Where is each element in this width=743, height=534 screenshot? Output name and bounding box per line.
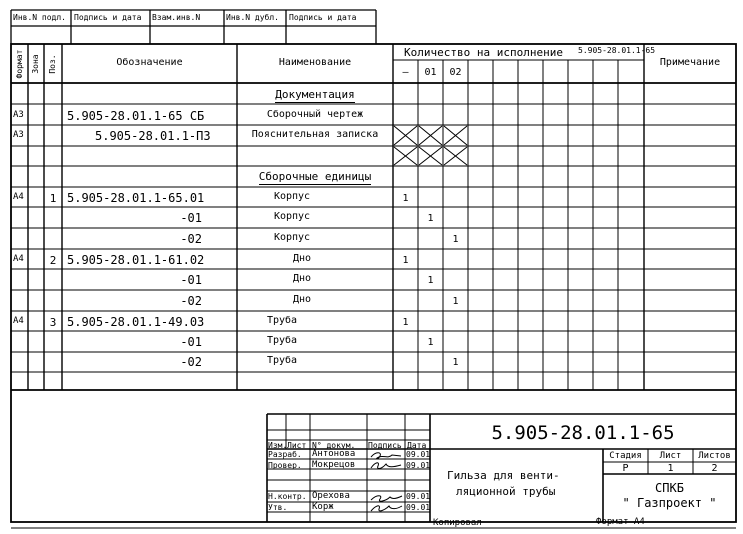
tb-date: 09.01	[406, 492, 431, 501]
row-designation: 5.905-28.01.1-65.01	[67, 191, 205, 205]
row-designation: -02	[180, 232, 202, 246]
tb-header-doc: N° докум.	[312, 441, 356, 450]
row-format: А4	[13, 254, 24, 264]
qty-cell: 1	[402, 193, 409, 204]
tb-org-line2: " Газпроект "	[622, 496, 717, 510]
tb-stage-label: Стадия	[609, 451, 642, 461]
tb-person-name: Антонова	[312, 449, 356, 459]
header-variant-01: 01	[424, 67, 437, 78]
row-designation: 5.905-28.01.1-65 СБ	[67, 109, 205, 123]
header-qty-title: Количество на исполнение	[404, 46, 563, 59]
qty-cell: 1	[452, 296, 459, 307]
section-title: Сборочные единицы	[258, 170, 372, 183]
tb-person-name: Корж	[312, 502, 334, 512]
header-qty-doc: 5.905-28.01.1-65	[578, 46, 656, 55]
tb-date: 09.01	[406, 450, 431, 459]
row-format: А3	[13, 110, 24, 120]
row-format: А3	[13, 130, 24, 140]
row-name: Корпус	[273, 232, 311, 243]
footer-format: Формат А4	[596, 517, 645, 527]
qty-cell: 1	[402, 317, 409, 328]
row-designation: -01	[180, 273, 202, 287]
row-format: А4	[13, 316, 24, 326]
row-name: Труба	[266, 355, 298, 366]
row-designation: -02	[180, 294, 202, 308]
header-name: Наименование	[278, 57, 352, 68]
row-position: 3	[49, 316, 57, 329]
tb-role: Н.контр.	[268, 492, 307, 501]
header-variant-base: –	[402, 67, 409, 78]
row-designation: 5.905-28.01.1-61.02	[67, 253, 205, 267]
row-designation: -01	[180, 335, 202, 349]
footer-copied: Копировал	[433, 518, 482, 528]
tb-header-list: Лист	[287, 441, 307, 450]
tb-sheet-label: Лист	[659, 451, 682, 461]
row-name: Дно	[292, 253, 312, 264]
qty-cell: 1	[427, 337, 434, 348]
section-title: Документация	[275, 88, 355, 101]
row-name: Труба	[266, 335, 298, 346]
header-position: Поз.	[48, 54, 57, 74]
qty-cell: 1	[402, 255, 409, 266]
row-name: Корпус	[273, 191, 311, 202]
stamp-signature-date-1: Подпись и дата	[74, 13, 142, 22]
qty-cell: 1	[452, 234, 459, 245]
tb-role: Разраб.	[268, 450, 302, 459]
tb-header-izm: Изм.	[268, 441, 288, 450]
row-name: Дно	[292, 294, 312, 305]
row-format: А4	[13, 192, 24, 202]
stamp-inv-podl: Инв.N подл.	[13, 13, 66, 22]
tb-date: 09.01	[406, 461, 431, 470]
signature-scribbles	[368, 449, 405, 522]
row-position: 2	[49, 254, 57, 267]
stamp-vzam-inv: Взам.инв.N	[152, 13, 201, 22]
cross-marks	[394, 126, 467, 165]
stamp-signature-date-2: Подпись и дата	[289, 13, 357, 22]
tb-org-line1: СПКБ	[655, 481, 684, 495]
tb-title-line1: Гильза для венти-	[447, 469, 560, 482]
qty-cell: 1	[427, 213, 434, 224]
row-name: Дно	[292, 273, 312, 284]
row-name: Труба	[266, 315, 298, 326]
tb-role: Утв.	[268, 503, 288, 512]
row-designation: -01	[180, 211, 202, 225]
header-format: Формат	[15, 49, 24, 79]
tb-stage-value: Р	[622, 463, 629, 474]
row-designation: 5.905-28.01.1-49.03	[67, 315, 205, 329]
tb-role: Провер.	[268, 461, 302, 470]
tb-person-name: Орехова	[312, 491, 350, 501]
header-designation: Обозначение	[116, 57, 183, 68]
row-name: Корпус	[273, 211, 311, 222]
tb-document-number: 5.905-28.01.1-65	[491, 422, 675, 444]
tb-header-date: Дата	[407, 441, 427, 450]
qty-cell: 1	[452, 357, 459, 368]
tb-sheets-label: Листов	[698, 451, 731, 461]
tb-person-name: Мокрецов	[312, 460, 356, 470]
tb-title-line2: ляционной трубы	[456, 485, 556, 498]
tb-date: 09.01	[406, 503, 431, 512]
qty-cell: 1	[427, 275, 434, 286]
row-designation: 5.905-28.01.1-ПЗ	[95, 129, 211, 143]
header-zone: Зона	[31, 54, 40, 74]
tb-sheet-value: 1	[667, 463, 674, 474]
tb-header-signature: Подпись	[368, 441, 402, 450]
stamp-inv-dubl: Инв.N дубл.	[226, 13, 279, 22]
row-name: Пояснительная записка	[251, 129, 379, 140]
header-variant-02: 02	[449, 67, 462, 78]
row-name: Сборочный чертеж	[266, 109, 364, 120]
header-note: Примечание	[659, 57, 721, 68]
row-position: 1	[49, 192, 57, 205]
tb-sheets-value: 2	[711, 463, 718, 474]
row-designation: -02	[180, 355, 202, 369]
